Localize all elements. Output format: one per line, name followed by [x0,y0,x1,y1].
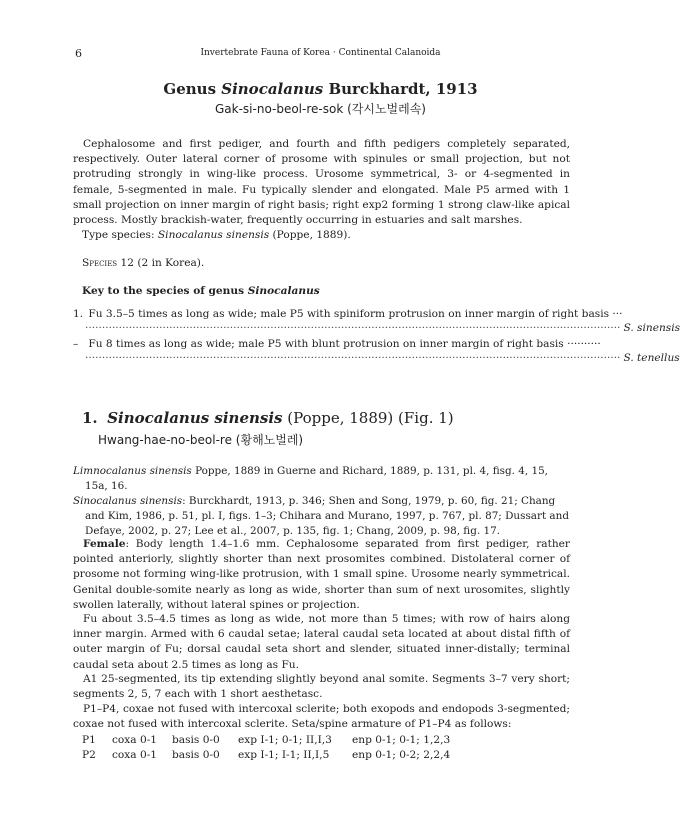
genus-description: Cephalosome and first pediger, and fourth and fifth pedigers completely separated, respectively. Outer lateral corner of prosome with spinules or small projection, but not protruding strongly in wing-like process. Urosome symmetrical, 3- or 4-segmented in female, 5-segmented in male. Fu typically slender and elongated. Male P5 armed with 1 small projection on inner margin of right basis; right exp2 forming 1 strong claw-like apical process. Mostly brackish-water, frequently occurring in estuaries and salt marshes. [73,138,570,227]
key-couplet-1: 1. Fu 3.5–5 times as long as wide; male P5 with spiniform protrusion on inner margin of right basis ··· [73,308,623,320]
species-romanized-name: Hwang-hae-no-beol-re (황해노벌레) [98,433,304,447]
synonym-entry: Sinocalanus sinensis: Burckhardt, 1913, p. 346; Shen and Song, 1979, p. 60, fig. 21; Chang and Kim, 1986, p. 51, pl. I, figs. 1–3; Chihara and Murano, 1997, p. 767, pl. 87; Dussart and Defaye, 2002, p. 27; Lee et al., 2007, p. 135, fig. 1; Chang, 2009, p. 98, fig. 17. [73,495,569,537]
key-couplet-2: – Fu 8 times as long as wide; male P5 with blunt protrusion on inner margin of right basis ·········· [73,338,601,350]
table-row: P2 coxa 0-1 basis 0-0 exp I-1; I-1; II,I,5 enp 0-1; 0-2; 2,2,4 [82,748,451,761]
genus-title: Genus Sinocalanus Burckhardt, 1913 [163,80,478,98]
running-head: Invertebrate Fauna of Korea · Continental Calanoida [200,48,441,58]
species-heading: 1. Sinocalanus sinensis (Poppe, 1889) (Fig. 1) [82,409,454,427]
legs-description: P1–P4, coxae not fused with intercoxal sclerite; both exopods and endopods 3-segmented; coxae not fused with intercoxal sclerite. Seta/spine armature of P1–P4 as follows: [73,703,570,731]
species-count: Species 12 (2 in Korea). [82,257,205,269]
genus-romanized-name: Gak-si-no-beol-re-sok (각시노벌레속) [214,102,426,116]
page-number: 6 [75,47,82,60]
female-description: Female: Body length 1.4–1.6 mm. Cephalosome separated from first pediger, rather pointed anteriorly, slightly shorter than next prosomites combined. Distolateral corner of prosome not forming wing-like protrusion, with 1 small spine. Urosome nearly symmetrical. Genital double-somite nearly as long as wide, shorter than sum of next urosomites, slightly swollen laterally, without lateral spines or projection. [73,538,570,611]
furca-description: Fu about 3.5–4.5 times as long as wide, not more than 5 times; with row of hairs along inner margin. Armed with 6 caudal setae; lateral caudal seta located at about distal fifth of outer margin of Fu; dorsal caudal seta short and slender, situated inner-distally; terminal caudal seta about 2.5 times as long as Fu. [73,613,570,671]
type-species: Type species: Sinocalanus sinensis (Poppe, 1889). [82,229,351,241]
antennule-description: A1 25-segmented, its tip extending slightly beyond anal somite. Segments 3–7 very short; segments 2, 5, 7 each with 1 short aesthetasc. [73,673,570,701]
armature-table [82,732,458,762]
synonymy-list [73,464,570,539]
table-row: P1 coxa 0-1 basis 0-0 exp I-1; 0-1; II,I,3 enp 0-1; 0-1; 1,2,3 [82,733,451,746]
synonym-entry: Limnocalanus sinensis Poppe, 1889 in Guerne and Richard, 1889, p. 131, pl. 4, fisg. 4, 15, 15a, 16. [73,465,548,492]
key-heading: Key to the species of genus Sinocalanus [82,285,320,297]
key-couplet-2-result: ······························································································································································· S. tenellus [85,352,680,364]
key-couplet-1-result: ······························································································································································· S. sinensis [85,322,680,334]
